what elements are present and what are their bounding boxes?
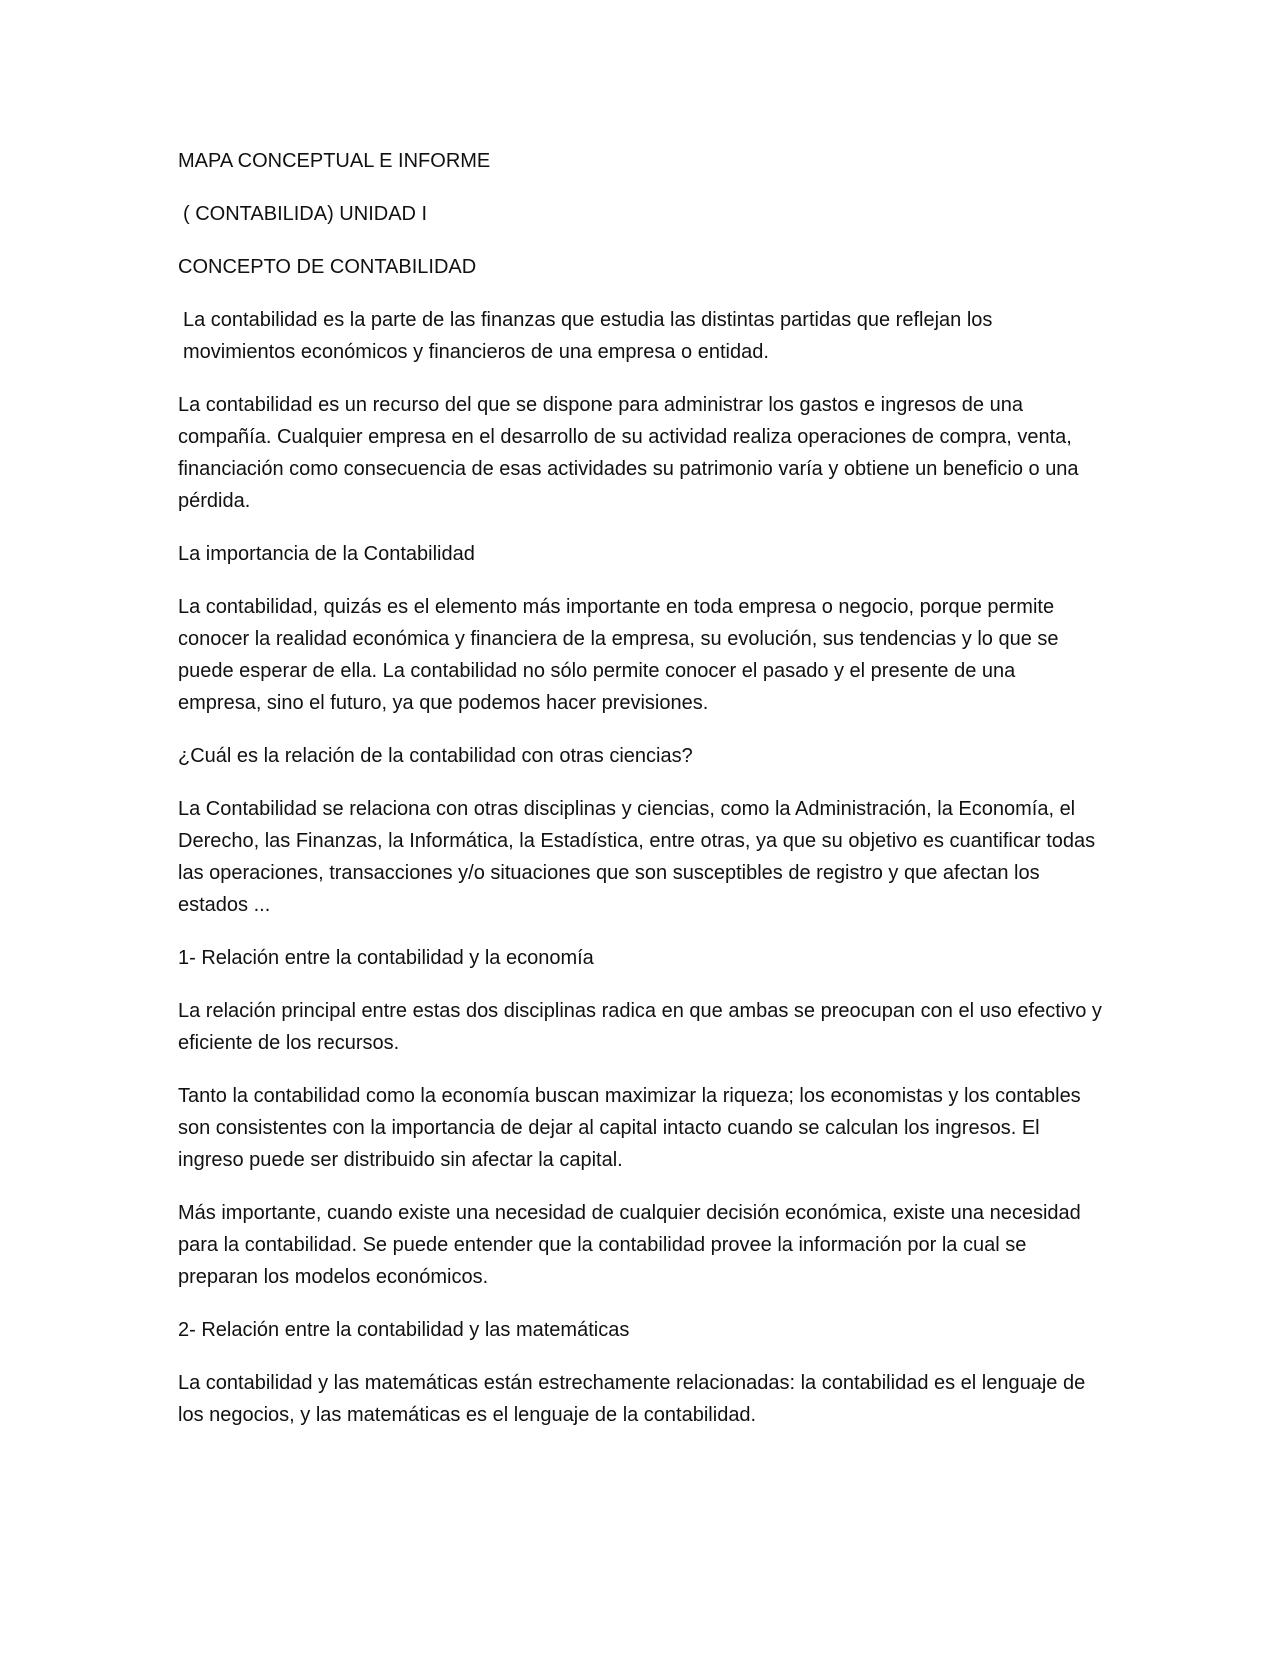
- document-body: [178, 145, 1103, 1452]
- document-title: MAPA CONCEPTUAL E INFORME: [178, 150, 491, 172]
- paragraph-recurso: La contabilidad es un recurso del que se dispone para administrar los gastos e ingresos de una compañía. Cualquier empresa en el desarrollo de su actividad realiza operaciones de compra, venta, financiación como consecuencia de esas actividades su patrimonio varía y obtiene un beneficio o una pérdida.: [178, 394, 1079, 512]
- document-subtitle: ( CONTABILIDA) UNIDAD I: [183, 203, 428, 225]
- paragraph-relacion: La Contabilidad se relaciona con otras disciplinas y ciencias, como la Administración, la Economía, el Derecho, las Finanzas, la Informática, la Estadística, entre otras, ya que su objetivo es cuantificar todas las operaciones, transacciones y/o situaciones que son susceptibles de registro y que afectan los estados ...: [178, 798, 1096, 916]
- paragraph-importancia: La contabilidad, quizás es el elemento más importante en toda empresa o negocio, porque permite conocer la realidad económica y financiera de la empresa, su evolución, sus tendencias y lo que se puede esperar de ella. La contabilidad no sólo permite conocer el pasado y el presente de una empresa, sino el futuro, ya que podemos hacer previsiones.: [178, 596, 1059, 714]
- paragraph-economia-1: La relación principal entre estas dos disciplinas radica en que ambas se preocupan con el uso efectivo y eficiente de los recursos.: [178, 1000, 1102, 1054]
- paragraph-economia-3: Más importante, cuando existe una necesidad de cualquier decisión económica, existe una necesidad para la contabilidad. Se puede entender que la contabilidad provee la información por la cual se preparan los modelos económicos.: [178, 1202, 1081, 1288]
- paragraph-economia-2: Tanto la contabilidad como la economía buscan maximizar la riqueza; los economistas y los contables son consistentes con la importancia de dejar al capital intacto cuando se calculan los ingresos. El ingreso puede ser distribuido sin afectar la capital.: [178, 1085, 1081, 1171]
- section-heading-economia: 1- Relación entre la contabilidad y la economía: [178, 947, 594, 969]
- section-heading-concepto: CONCEPTO DE CONTABILIDAD: [178, 256, 477, 278]
- paragraph-matematicas: La contabilidad y las matemáticas están estrechamente relacionadas: la contabilidad es el lenguaje de los negocios, y las matemáticas es el lenguaje de la contabilidad.: [178, 1372, 1086, 1426]
- paragraph-definicion: La contabilidad es la parte de las finanzas que estudia las distintas partidas que reflejan los movimientos económicos y financieros de una empresa o entidad.: [183, 309, 993, 363]
- section-heading-importancia: La importancia de la Contabilidad: [178, 543, 475, 565]
- section-heading-relacion: ¿Cuál es la relación de la contabilidad con otras ciencias?: [178, 745, 693, 767]
- section-heading-matematicas: 2- Relación entre la contabilidad y las matemáticas: [178, 1319, 630, 1341]
